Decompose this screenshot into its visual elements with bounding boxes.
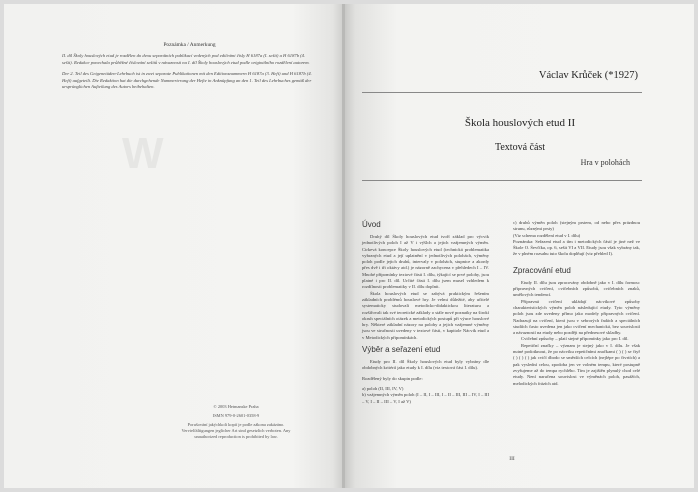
section-subtitle: Hra v polohách <box>580 158 630 167</box>
paragraph: Škola houslových etud se zabývá praktickým řešením základních problémů houslové hry. Je velmi důležité, aby učitelé systematicky studovali metodicko-didaktickou literaturu a rozšiřovali tak své teoretické základy o stále nové poznatky na širokí okruh speciálních otázek a metodických postupů při výuce houslové hry. Některé základní názory na polohy a jejich vzájemné výměny jsou ve stručnosti uvedeny v textové části, v kapitole Nácvik etud a v Metodických připomínkách. <box>362 290 489 340</box>
note-paragraph: Poznámka: Seřazení etud a tím i metodických částí je jiné než ve Škole O. Ševčíka, op. 6, sešit VI a VII. Etudy jsou však vybrány tak, že v plném rozsahu tuto školu doplňují (viz přehled I). <box>513 238 640 257</box>
paragraph: Druhý díl Školy houslových etud tvoří základ pro výcvik jednotlivých poloh I až V i výšlch a jejich vzájemných výměn. Cirkevá koncepce Školy houslových etud (technická problematika vybraných etud a její uplatnění v jednotlivých polohách, výměny poloh podle jejich druhů, intervaly v polohách, stupnice a akordy přes dvě i tři oktávy atd.) je názorně zachycena v přehledech I – IV. Mnohé přípomínky textové části I. dílu, týkající se prvé polohy, jsou platné i pro II. díl. Určité části I. dílu jsem musel vzhledem k rozdílnosti problematiky v II. dílu doplnit. <box>362 234 489 290</box>
paragraph: Etudy II. dílu jsou zpracovány obdobně jako v I. dílu formou: připravných cvičení, cvičebních způsobů, cvičebních znaků, umělových tendencí. <box>513 279 640 298</box>
bottom-rule <box>362 180 642 181</box>
heading-uvod: Úvod <box>362 220 381 229</box>
notes-czech: II. díl Školy houslových etud je rozdělen do dvou separátních publikací vedených pod edičními čísly H 6187a (I. sešit) a H 6187b (4. sešit). Redakce ponechala průběžné číslování sešitů v návaznosti na I. díl Školy houslových etud podle originálního rozdělení autorem. <box>62 53 310 65</box>
heading-vyber: Výběr a seřazení etud <box>362 345 441 355</box>
list-item: b) vzájemných výměn poloh (I – II, I – III, I – II – III, III – IV, I – III – V, I – II – III – V, I až V) <box>362 392 489 404</box>
paragraph: (Viz schema rozdělení etud v I. dílu) <box>513 232 581 238</box>
notes-block <box>62 42 317 95</box>
paragraph: Etudy pro II. díl Školy houslových etud byly vybrány dle obdobných kritérií jako etudy k I. dílu (viz textová část I. dílu). <box>362 359 489 371</box>
paragraph: Rozdělený byly do skupin podle: <box>362 375 423 381</box>
notes-heading: Poznámka / Anmerkung <box>163 42 216 48</box>
left-page <box>4 4 343 488</box>
notes-german: Der 2. Teil des Geigenetüden-Lehrbuch ist in zwei separate Publikationen mit den Editionsnummern H 6187a (3. Heft) und H 6187b (4. Heft) aufgeteilt. Die Redaktion hat die durchgehende Nummerierung der Hefte in Anknüpfung an den 1. Teil des Lehrbuches gemäß der ursprünglichen Aufteilung des Autors beibehalten. <box>62 71 312 90</box>
list-item: c) druhů výměn poloh (stejným prstem, od nebo přes prázdnou strunu, různými prsty) <box>513 220 640 232</box>
heading-zpracovani: Zpracování etud <box>513 265 571 275</box>
ghost-through-text: W <box>122 129 162 178</box>
paragraph: Přípravná cvičení ukládají nácvikové způsoby charakteristických výměn poloh následující etudy. Tyto výměny poloh jsou zde uvedeny přímo jako modely připravných cvičení. Nadrazují na cvičení, která jsou v sebrorých řadách a speciálních studiích často uvedena jen jako cvičení mechanická, bez souvislostí a návazností na etudy nebo později na přednesové skladby. <box>513 298 640 336</box>
top-rule <box>362 92 642 93</box>
text-column-left <box>362 220 489 405</box>
book-subtitle: Textová část <box>494 142 546 153</box>
text-column-right <box>513 220 640 387</box>
author-line: Václav Krůček (*1927) <box>538 70 638 81</box>
paragraph: Repetiční značky – význam je stejný jako v I. dílu. Je však nutné podotknout, že po nácviku repetičními značkami ( ) ( ) se čtyř ( ) ( ) ( ) jak cvičí dbodo se směsších celcích (nejlépe po čtvrtích) a pak vyslední celou, zpodoba jen ve volném tempu, které postupně zvyšujeme až do tempa rychlého. Tím je zajištěn plynulý chod celé etudy. Není naručena souvislost ve výměnách poloh, pasážích, melodických frázích atd. <box>513 342 640 386</box>
page-number: III <box>509 456 515 462</box>
imprint <box>176 404 296 443</box>
imprint-warning: Porušování jakýchkoli kopií je podle zákona zakázáno. Vervielfältigungen jeglicher Art sind gesetzlich verboten. Any unauthorized reproduction is prohibited by law. <box>181 422 291 439</box>
paragraph: Cvičební způsoby – platí stejné připomínky jako pro I. díl. <box>521 336 629 342</box>
list-item: a) poloh (II, III, IV, V) <box>362 385 404 391</box>
imprint-ismn: ISMN 979-0-2601-0358-9 <box>212 413 260 418</box>
book-title: Škola houslových etud II <box>464 117 576 129</box>
imprint-copyright: © 2003 Hetmanske Praha <box>213 404 259 409</box>
